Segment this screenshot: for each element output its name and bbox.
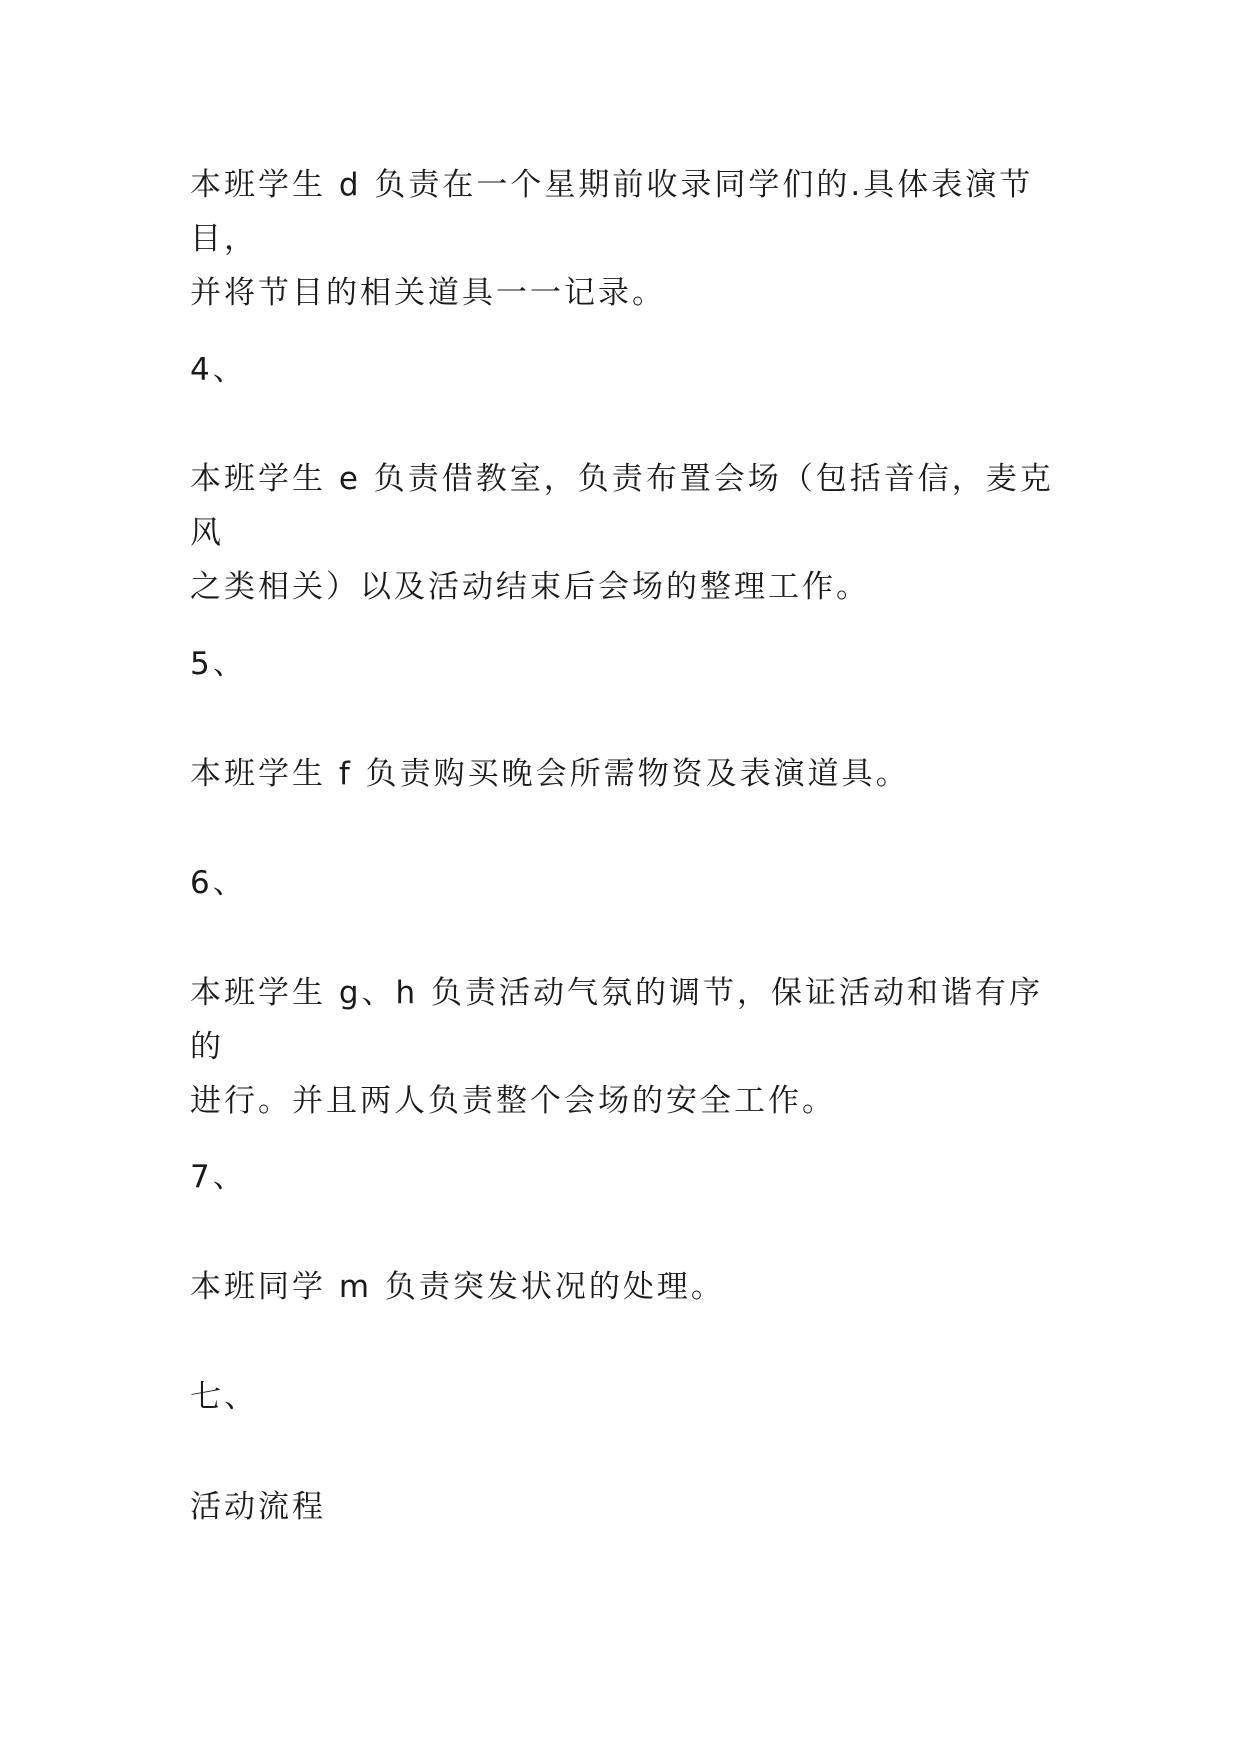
paragraph-student-f: 本班学生 f 负责购买晚会所需物资及表演道具。: [190, 756, 910, 792]
item-number-6: 6、: [190, 865, 247, 901]
paragraph-student-d: 本班学生 d 负责在一个星期前收录同学们的.具体表演节目， 并将节目的相关道具一一记录。: [190, 167, 1034, 311]
paragraph-student-g-h: 本班学生 g、h 负责活动气氛的调节，保证活动和谐有序的 进行。并且两人负责整个会场的安全工作。: [190, 975, 1044, 1119]
item-number-4: 4、: [190, 352, 247, 388]
paragraph-student-m: 本班同学 m 负责突发状况的处理。: [190, 1269, 725, 1305]
paragraph-student-e: 本班学生 e 负责借教室，负责布置会场（包括音信，麦克风 之类相关）以及活动结束后会场的整理工作。: [190, 461, 1054, 605]
item-number-5: 5、: [190, 646, 247, 682]
section-title-activity-flow: 活动流程: [190, 1489, 326, 1525]
item-number-7: 7、: [190, 1159, 247, 1195]
section-number-seven: 七、: [190, 1379, 258, 1415]
